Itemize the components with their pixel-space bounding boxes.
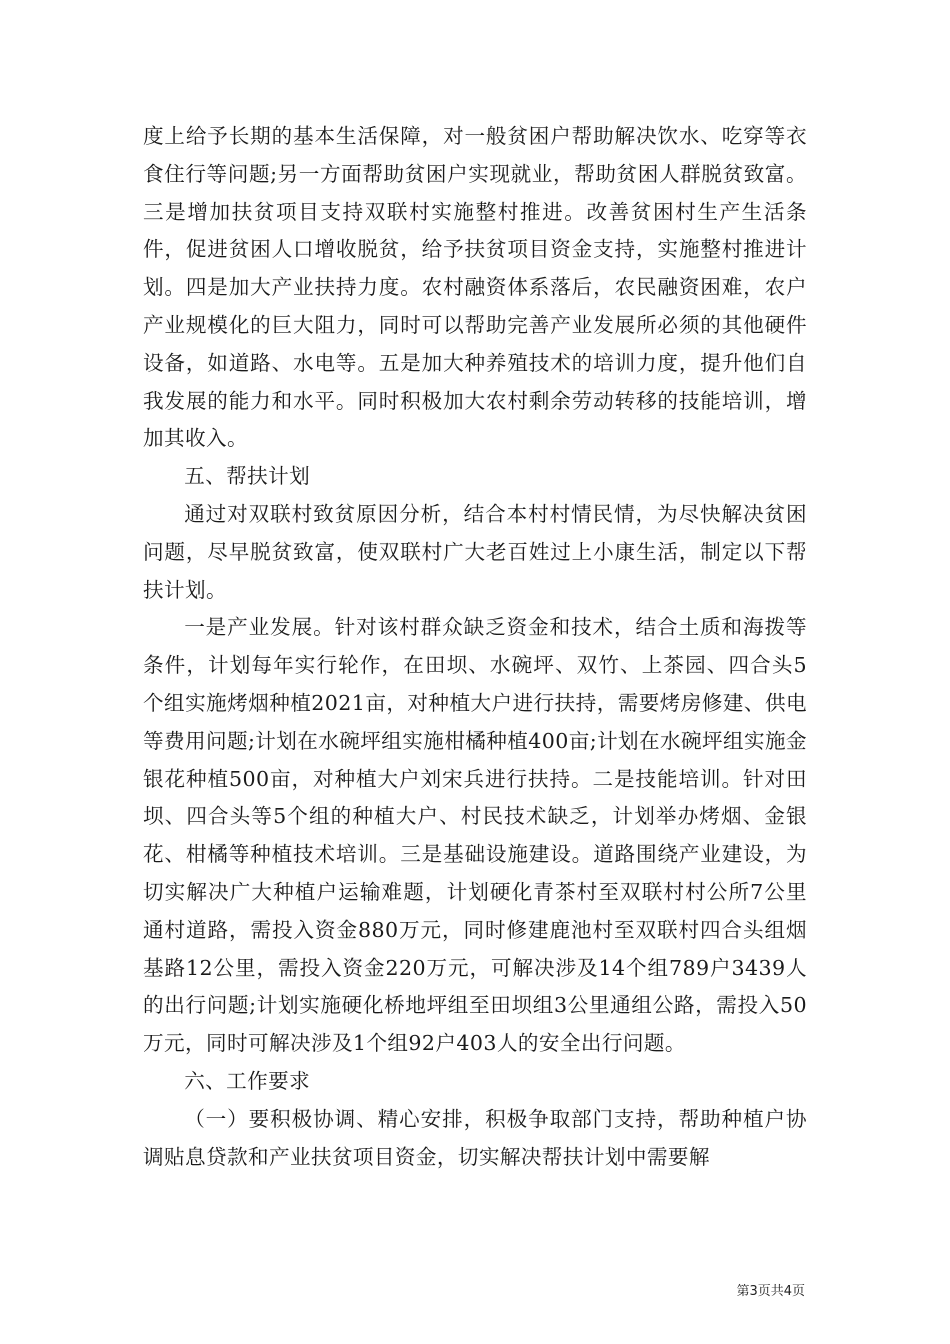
paragraph-plan-details: 一是产业发展。针对该村群众缺乏资金和技术，结合土质和海拨等条件，计划每年实行轮作，在田坝、水碗坪、双竹、上茶园、四合头5个组实施烤烟种植2021亩，对种植大户进行扶持，需要烤房修建、供电等费用问题;计划在水碗坪组实施柑橘种植400亩;计划在水碗坪组实施金银花种植500亩，对种植大户刘宋兵进行扶持。二是技能培训。针对田坝、四合头等5个组的种植大户、村民技术缺乏，计划举办烤烟、金银花、柑橘等种植技术培训。三是基础设施建设。道路围绕产业建设，为切实解决广大种植户运输难题，计划硬化青茶村至双联村村公所7公里通村道路，需投入资金880万元，同时修建鹿池村至双联村四合头组烟基路12公里，需投入资金220万元，可解决涉及14个组789户3439人的出行问题;计划实施硬化桥地坪组至田坝组3公里通组公路，需投入50万元，同时可解决涉及1个组92户403人的安全出行问题。	[143, 615, 807, 1056]
document-body	[143, 118, 807, 1176]
section-heading-requirements: 六、工作要求	[184, 1068, 311, 1093]
page-number: 第3页共4页	[736, 1284, 805, 1299]
section-heading-plan: 五、帮扶计划	[184, 464, 311, 489]
paragraph-continuation: 度上给予长期的基本生活保障，对一般贫困户帮助解决饮水、吃穿等衣食住行等问题;另一方面帮助贫困户实现就业，帮助贫困人群脱贫致富。三是增加扶贫项目支持双联村实施整村推进。改善贫困村生产生活条件，促进贫困人口增收脱贫，给予扶贫项目资金支持，实施整村推进计划。四是加大产业扶持力度。农村融资体系落后，农民融资困难，农户产业规模化的巨大阻力，同时可以帮助完善产业发展所必须的其他硬件设备，如道路、水电等。五是加大种养殖技术的培训力度，提升他们自我发展的能力和水平。同时积极加大农村剩余劳动转移的技能培训，增加其收入。	[143, 124, 807, 451]
paragraph-plan-intro: 通过对双联村致贫原因分析，结合本村村情民情，为尽快解决贫困问题，尽早脱贫致富，使双联村广大老百姓过上小康生活，制定以下帮扶计划。	[143, 501, 807, 602]
paragraph-requirement-1: （一）要积极协调、精心安排，积极争取部门支持，帮助种植户协调贴息贷款和产业扶贫项目资金，切实解决帮扶计划中需要解	[143, 1106, 807, 1169]
